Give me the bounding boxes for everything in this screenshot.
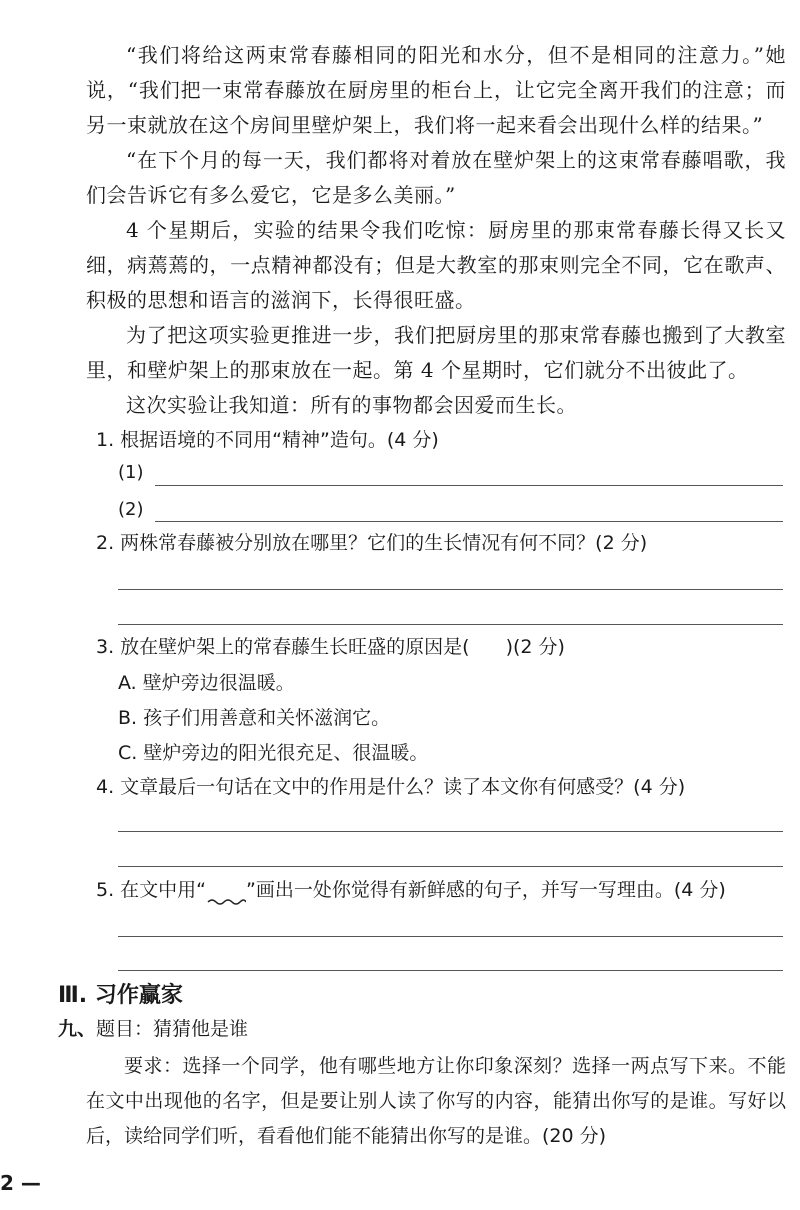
question-5-prompt: 5. 在文中用“	[96, 879, 207, 901]
section-3-heading: Ⅲ. 习作赢家	[58, 983, 183, 1008]
passage-paragraph-4: 为了把这项实验更推进一步，我们把厨房里的那束常春藤也搬到了大教室里，和壁炉架上的那束放在一起。第 4 个星期时，它们就分不出彼此了。	[86, 323, 786, 382]
composition-requirement: 要求：选择一个同学，他有哪些地方让你印象深刻？选择一两点写下来。不能在文中出现他的名字，但是要让别人读了你写的内容，能猜出你写的是谁。写好以后，读给同学们听，看看他们能不能猜出你写的是谁。(20 分)	[86, 1055, 786, 1147]
question-2-answer-line-1[interactable]	[118, 589, 783, 590]
question-1-answer-line-2[interactable]	[155, 521, 783, 522]
question-1: 1. 根据语境的不同用“精神”造句。(4 分)	[96, 429, 439, 451]
question-5-answer-line-1[interactable]	[118, 936, 783, 937]
composition-topic-number: 九、	[58, 1018, 97, 1040]
page-number: 2 —	[0, 1171, 41, 1195]
question-5-answer-line-2[interactable]	[118, 970, 783, 971]
question-3-option-a: A. 壁炉旁边很温暖。	[118, 672, 295, 694]
composition-topic	[58, 1013, 248, 1045]
passage-paragraph-5: 这次实验让我知道：所有的事物都会因爱而生长。	[126, 393, 577, 417]
question-3-points: )(2 分)	[505, 636, 565, 658]
question-1-answer-line-1[interactable]	[155, 485, 783, 486]
question-3	[96, 631, 786, 663]
passage-paragraph-2: “在下个月的每一天，我们都将对着放在壁炉架上的这束常春藤唱歌，我们会告诉它有多么爱它，它是多么美丽。”	[86, 148, 786, 207]
question-4-answer-line-1[interactable]	[118, 831, 783, 832]
question-4: 4. 文章最后一句话在文中的作用是什么？读了本文你有何感受？(4 分)	[96, 776, 686, 798]
question-3-option-c: C. 壁炉旁边的阳光很充足、很温暖。	[118, 742, 429, 764]
question-2: 2. 两株常春藤被分别放在哪里？它们的生长情况有何不同？(2 分)	[96, 532, 648, 554]
question-2-answer-line-2[interactable]	[118, 624, 783, 625]
question-5-instruction: ”画出一处你觉得有新鲜感的句子，并写一写理由。(4 分)	[246, 879, 726, 901]
question-1-blank-1-label: (1)	[118, 462, 144, 483]
question-5	[96, 874, 786, 906]
passage-paragraph-1: “我们将给这两束常春藤相同的阳光和水分，但不是相同的注意力。”她说，“我们把一束常春藤放在厨房里的柜台上，让它完全离开我们的注意；而另一束就放在这个房间里壁炉架上，我们将一起来看会出现什么样的结果。”	[86, 43, 786, 137]
question-3-prompt: 3. 放在壁炉架上的常春藤生长旺盛的原因是(	[96, 636, 470, 658]
passage-paragraph-3: 4 个星期后，实验的结果令我们吃惊：厨房里的那束常春藤长得又长又细，病蔫蔫的，一点精神都没有；但是大教室的那束则完全不同，它在歌声、积极的思想和语言的滋润下，长得很旺盛。	[86, 218, 786, 312]
wavy-underline-icon	[206, 892, 246, 906]
question-1-blank-2-label: (2)	[118, 499, 144, 520]
question-4-answer-line-2[interactable]	[118, 866, 783, 867]
question-3-option-b: B. 孩子们用善意和关怀滋润它。	[118, 707, 391, 729]
composition-topic-text: 题目：猜猜他是谁	[96, 1018, 249, 1040]
